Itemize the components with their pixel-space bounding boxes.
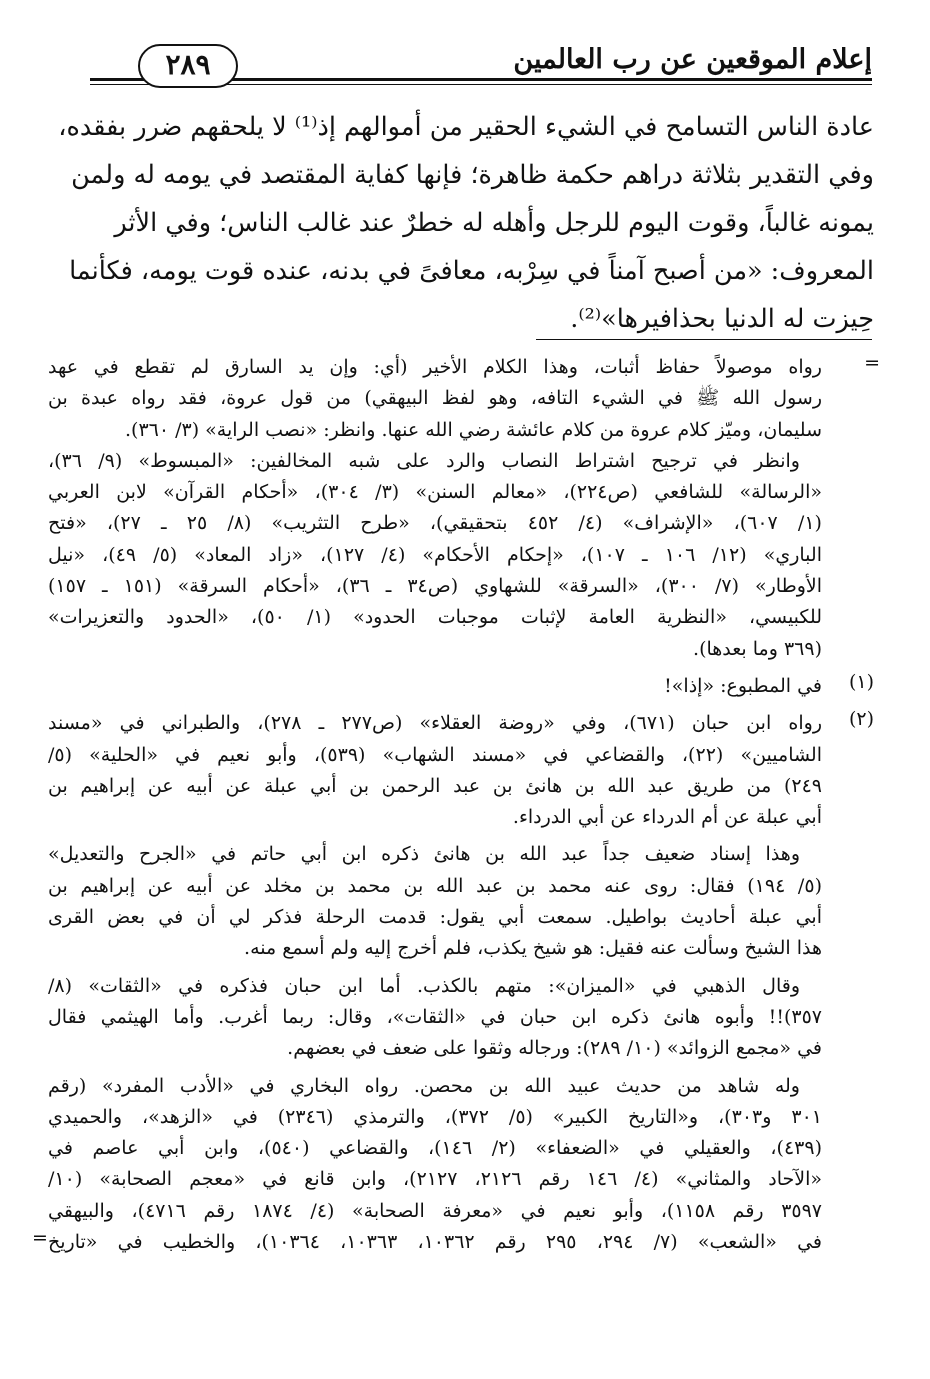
- footnote-line: رسول الله ﷺ في الشيء التافه، وهو لفظ البيهقي) من قول عروة، فقد رواه عبدة بن: [48, 387, 822, 410]
- page-number: ٢٨٩: [138, 44, 238, 88]
- continues-mark: =: [32, 1227, 48, 1250]
- footnote-line: الباري» (١٢/ ١٠٦ ـ ١٠٧)، «إحكام الأحكام» (٤/ ١٢٧)، «زاد المعاد» (٥/ ٤٩)، «نيل: [48, 543, 822, 566]
- continuation-mark: =: [864, 352, 880, 374]
- footnote-number: (١): [848, 670, 874, 693]
- main-text-line: يمونه غالباً، وقوت اليوم للرجل وأهله له خطرٌ عند غالب الناس؛ وفي الأثر: [114, 208, 874, 238]
- footnote-line: وهذا إسناد ضعيف جداً عبد الله بن هانئ ذكره ابن أبي حاتم في «الجرح والتعديل»: [48, 843, 800, 866]
- footnote-1: [48, 671, 874, 702]
- footnote-line: سليمان، وميّز كلام عروة من كلام عائشة رضي الله عنها. وانظر: «نصب الراية» (٣/ ٣٦٠).: [124, 418, 822, 441]
- footnote-line: أبي عبلة عن أم الدرداء عن أبي الدرداء.: [512, 806, 822, 829]
- main-text-line: المعروف: «من أصبح آمناً في سِرْبه، معافىً في بدنه، عنده قوت يومه، فكأنما: [69, 256, 874, 286]
- footnote-line: للكبيسي، «النظرية العامة لإثبات موجبات الحدود» (١/ ٥٠)، «الحدود والتعزيرات»: [48, 606, 822, 629]
- footnote-number: (٢): [848, 708, 874, 731]
- footnote-line: هذا الشيخ وسألت عنه فقيل: هو شيخ يكذب، فلم أخرج إليه ولم أسمع منه.: [244, 937, 822, 960]
- footnote-line: الشاميين» (٢٢)، والقضاعي في «مسند الشهاب» (٥٣٩)، وأبو نعيم في «الحلية» (٥/: [48, 743, 823, 766]
- footnote-line: ٣٥٩٧ رقم ١١٥٨)، وأبو نعيم في «معرفة الصحابة» (٤/ ١٨٧٤ رقم ٤٧١٦)، والبيهقي: [48, 1199, 823, 1222]
- footnote-separator: [536, 339, 872, 340]
- footnote-line: (٣٦٩ وما بعدها).: [693, 637, 822, 660]
- book-title: إعلام الموقعين عن رب العالمين: [513, 44, 872, 75]
- footnotes: [32, 352, 880, 1258]
- footnote-line: (١/ ٦٠٧)، «الإشراف» (٤/ ٤٥٢ بتحقيقي)، «طرح التثريب» (٨/ ٢٥ ـ ٢٧)، «فتح: [48, 512, 822, 535]
- footnote-line: في «الشعب» (٧/ ٢٩٤، ٢٩٥ رقم ١٠٣٦٢، ١٠٣٦٣، ١٠٣٦٤)، والخطيب في «تاريخ: [48, 1231, 823, 1254]
- footnote-line: رواه موصولاً حفاظ أثبات، وهذا الكلام الأخير (أي: وإن يد السارق لم تقطع في عهد: [48, 356, 822, 378]
- footnote-line: ٢٤٩) من طريق عبد الله بن هانئ بن عبد الرحمن بن أبي عبلة عن أبيه عن إبراهيم بن: [48, 774, 822, 797]
- footnote-2: [32, 708, 874, 1258]
- footnote-line: وقال الذهبي في «الميزان»: متهم بالكذب. أما ابن حبان فذكره في «الثقات» (٨/: [48, 974, 800, 997]
- footnote-line: أبي عبلة أحاديث بواطيل. سمعت أبي يقول: قدمت الرحلة فذكر لي أن في بعض القرى: [48, 906, 822, 929]
- main-text-line: وفي التقدير بثلاثة دراهم حكمة ظاهرة؛ فإنها كفاية المقتصد في يومه له ولمن: [71, 160, 874, 190]
- footnote-line: وله شاهد من حديث عبيد الله بن محصن. رواه البخاري في «الأدب المفرد» (رقم: [48, 1074, 800, 1097]
- footnote-continued: [48, 352, 880, 665]
- footnote-line: في المطبوع: «إذا»!: [664, 674, 822, 697]
- main-text-line: حِيزت له الدنيا بحذافيرها»⁽²⁾.: [570, 304, 874, 334]
- footnote-line: رواه ابن حبان (٦٧١)، وفي «روضة العقلاء» (ص٢٧٧ ـ ٢٧٨)، والطبراني في «مسند: [48, 712, 822, 735]
- main-text-line: عادة الناس التسامح في الشيء الحقير من أموالهم إذ⁽¹⁾ لا يلحقهم ضرر بفقده،: [58, 112, 874, 142]
- footnote-line: «الرسالة» للشافعي (ص٢٢٤)، «معالم السنن» (٣/ ٣٠٤)، «أحكام القرآن» لابن العربي: [48, 481, 823, 504]
- page-header: [90, 38, 872, 98]
- footnote-line: (٤٣٩)، والعقيلي في «الضعفاء» (٢/ ١٤٦)، والقضاعي (٥٤٠)، وابن أبي عاصم في: [48, 1137, 822, 1160]
- footnote-line: في «مجمع الزوائد» (١٠/ ٢٨٩): ورجاله وثقوا على ضعف في بعضهم.: [287, 1037, 822, 1060]
- footnote-line: (٥/ ١٩٤) فقال: روى عنه محمد بن عبد الله بن محمد بن مخلد عن أبيه عن إبراهيم بن: [48, 874, 822, 897]
- footnote-line: وانظر في ترجيح اشتراط النصاب والرد على شبه المخالفين: «المبسوط» (٩/ ٣٦)،: [48, 449, 800, 472]
- footnote-line: «الآحاد والمثاني» (٤/ ١٤٦ رقم ٢١٢٦، ٢١٢٧)، وابن قانع في «معجم الصحابة» (١٠/: [48, 1168, 823, 1191]
- footnote-line: ٣٥٧)!! وأبوه هانئ ذكره ابن حبان في «الثقات»، وقال: ربما أغرب. وأما الهيثمي فقال: [48, 1005, 822, 1028]
- footnote-line: الأوطار» (٧/ ٣٠٠)، «السرقة» للشهاوي (ص٣٤ ـ ٣٦)، «أحكام السرقة» (١٥١ ـ ١٥٧): [48, 575, 822, 598]
- main-text: [58, 103, 874, 343]
- footnote-line: ٣٠١ و٣٠٣)، و«التاريخ الكبير» (٥/ ٣٧٢)، والترمذي (٢٣٤٦) في «الزهد»، والحميدي: [48, 1105, 822, 1128]
